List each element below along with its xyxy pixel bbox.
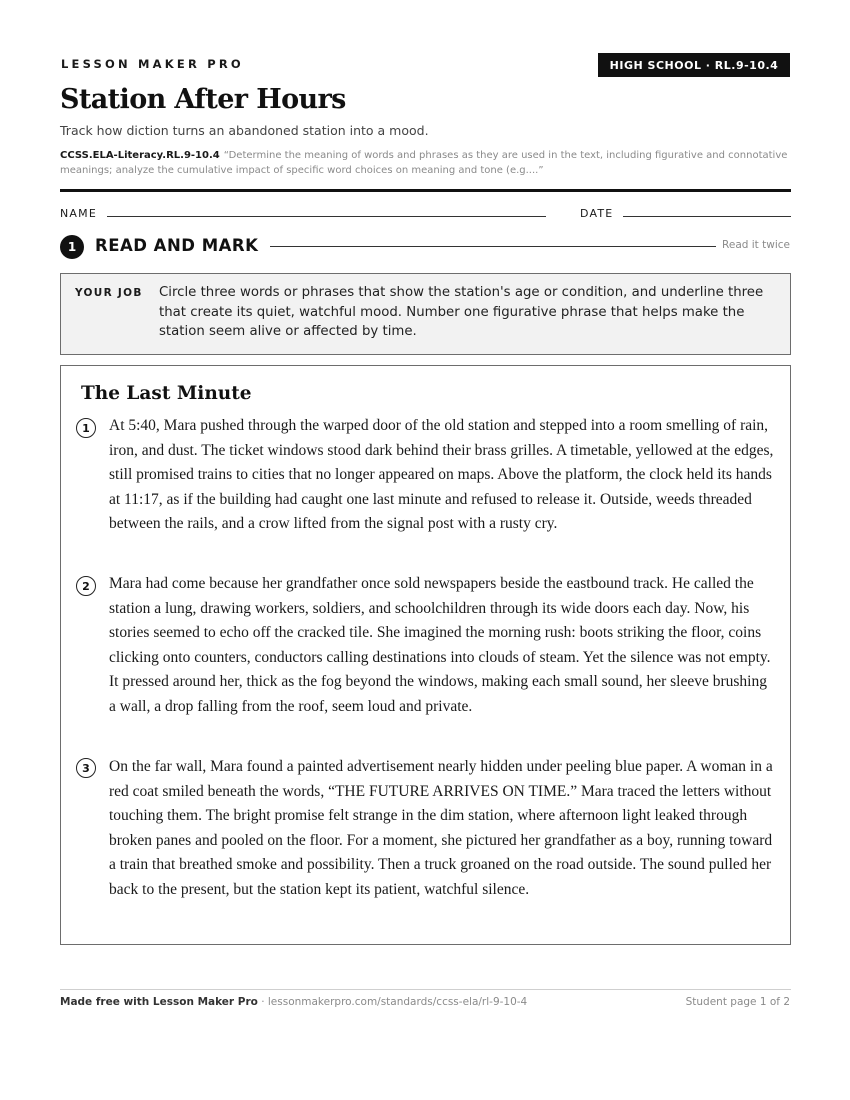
grade-standard-badge: HIGH SCHOOL · RL.9-10.4 <box>598 53 790 77</box>
footer-made-by: Made free with Lesson Maker Pro <box>60 996 258 1008</box>
date-label: DATE <box>580 207 614 220</box>
section-number-badge: 1 <box>60 235 84 259</box>
section-title: READ AND MARK <box>95 236 259 255</box>
page-indicator: Student page 1 of 2 <box>685 996 790 1008</box>
paragraph-number: 3 <box>76 758 96 778</box>
standard-description <box>60 148 792 178</box>
brand-name: LESSON MAKER PRO <box>61 57 244 71</box>
name-field[interactable] <box>107 216 546 217</box>
standard-text: “Determine the meaning of words and phrases as they are used in the text, including figurative and connotative meanings; analyze the cumulative impact of specific word choices on meaning and tone (e.g....” <box>60 150 788 176</box>
footer-divider <box>60 989 791 990</box>
passage-title: The Last Minute <box>81 383 252 404</box>
instructions-box <box>60 273 791 355</box>
footer-credit <box>60 996 527 1008</box>
passage-paragraph: At 5:40, Mara pushed through the warped door of the old station and stepped into a room smelling of rain, iron, and dust. The ticket windows stood dark behind their brass grilles. A timetable, yellowed at the edges, still promised trains to cities that no longer appeared on maps. Above the platform, the clock held its hands at 11:17, as if the building had caught one last minute and refused to release it. Outside, weeds threaded between the rails, and a crow lifted from the signal post with a rusty cry. <box>109 417 774 533</box>
section-divider <box>270 246 716 247</box>
paragraph-number: 1 <box>76 418 96 438</box>
reading-passage <box>60 365 791 945</box>
instructions-label: YOUR JOB <box>75 287 143 299</box>
name-label: NAME <box>60 207 97 220</box>
instructions-text: Circle three words or phrases that show the station's age or condition, and underline three that create its quiet, watchful mood. Number one figurative phrase that helps make the station seem alive or affected by time. <box>159 285 764 339</box>
header-divider <box>60 189 791 192</box>
paragraph-number: 2 <box>76 576 96 596</box>
worksheet-title: Station After Hours <box>60 84 346 115</box>
section-note: Read it twice <box>722 239 790 251</box>
footer-url[interactable]: lessonmakerpro.com/standards/ccss-ela/rl-9-10-4 <box>267 996 528 1008</box>
passage-paragraph: Mara had come because her grandfather once sold newspapers beside the eastbound track. He called the station a lung, drawing workers, soldiers, and schoolchildren through its wide doors each day. Now, his stories seemed to echo off the cracked tile. She imagined the morning rush: boots striking the floor, coins clicking onto counters, conductors calling destinations into clouds of steam. Yet the silence was not empty. It pressed around her, thick as the fog beyond the windows, making each small sound, her sleeve brushing a wall, a drop falling from the roof, seem loud and private. <box>109 575 771 715</box>
footer-separator: · <box>257 996 268 1008</box>
standard-code: CCSS.ELA-Literacy.RL.9-10.4 <box>60 150 220 161</box>
worksheet-subtitle: Track how diction turns an abandoned station into a mood. <box>60 123 429 138</box>
passage-paragraph: On the far wall, Mara found a painted advertisement nearly hidden under peeling blue paper. A woman in a red coat smiled beneath the words, “THE FUTURE ARRIVES ON TIME.” Mara traced the letters without touching them. The bright promise felt strange in the dim station, where afternoon light leaked through broken panes and pooled on the floor. For a moment, she pictured her grandfather as a boy, running toward a train that breathed smoke and possibility. Then a truck groaned on the road outside. The sound pulled her back to the present, but the station kept its patient, watchful silence. <box>109 758 773 898</box>
date-field[interactable] <box>623 216 791 217</box>
